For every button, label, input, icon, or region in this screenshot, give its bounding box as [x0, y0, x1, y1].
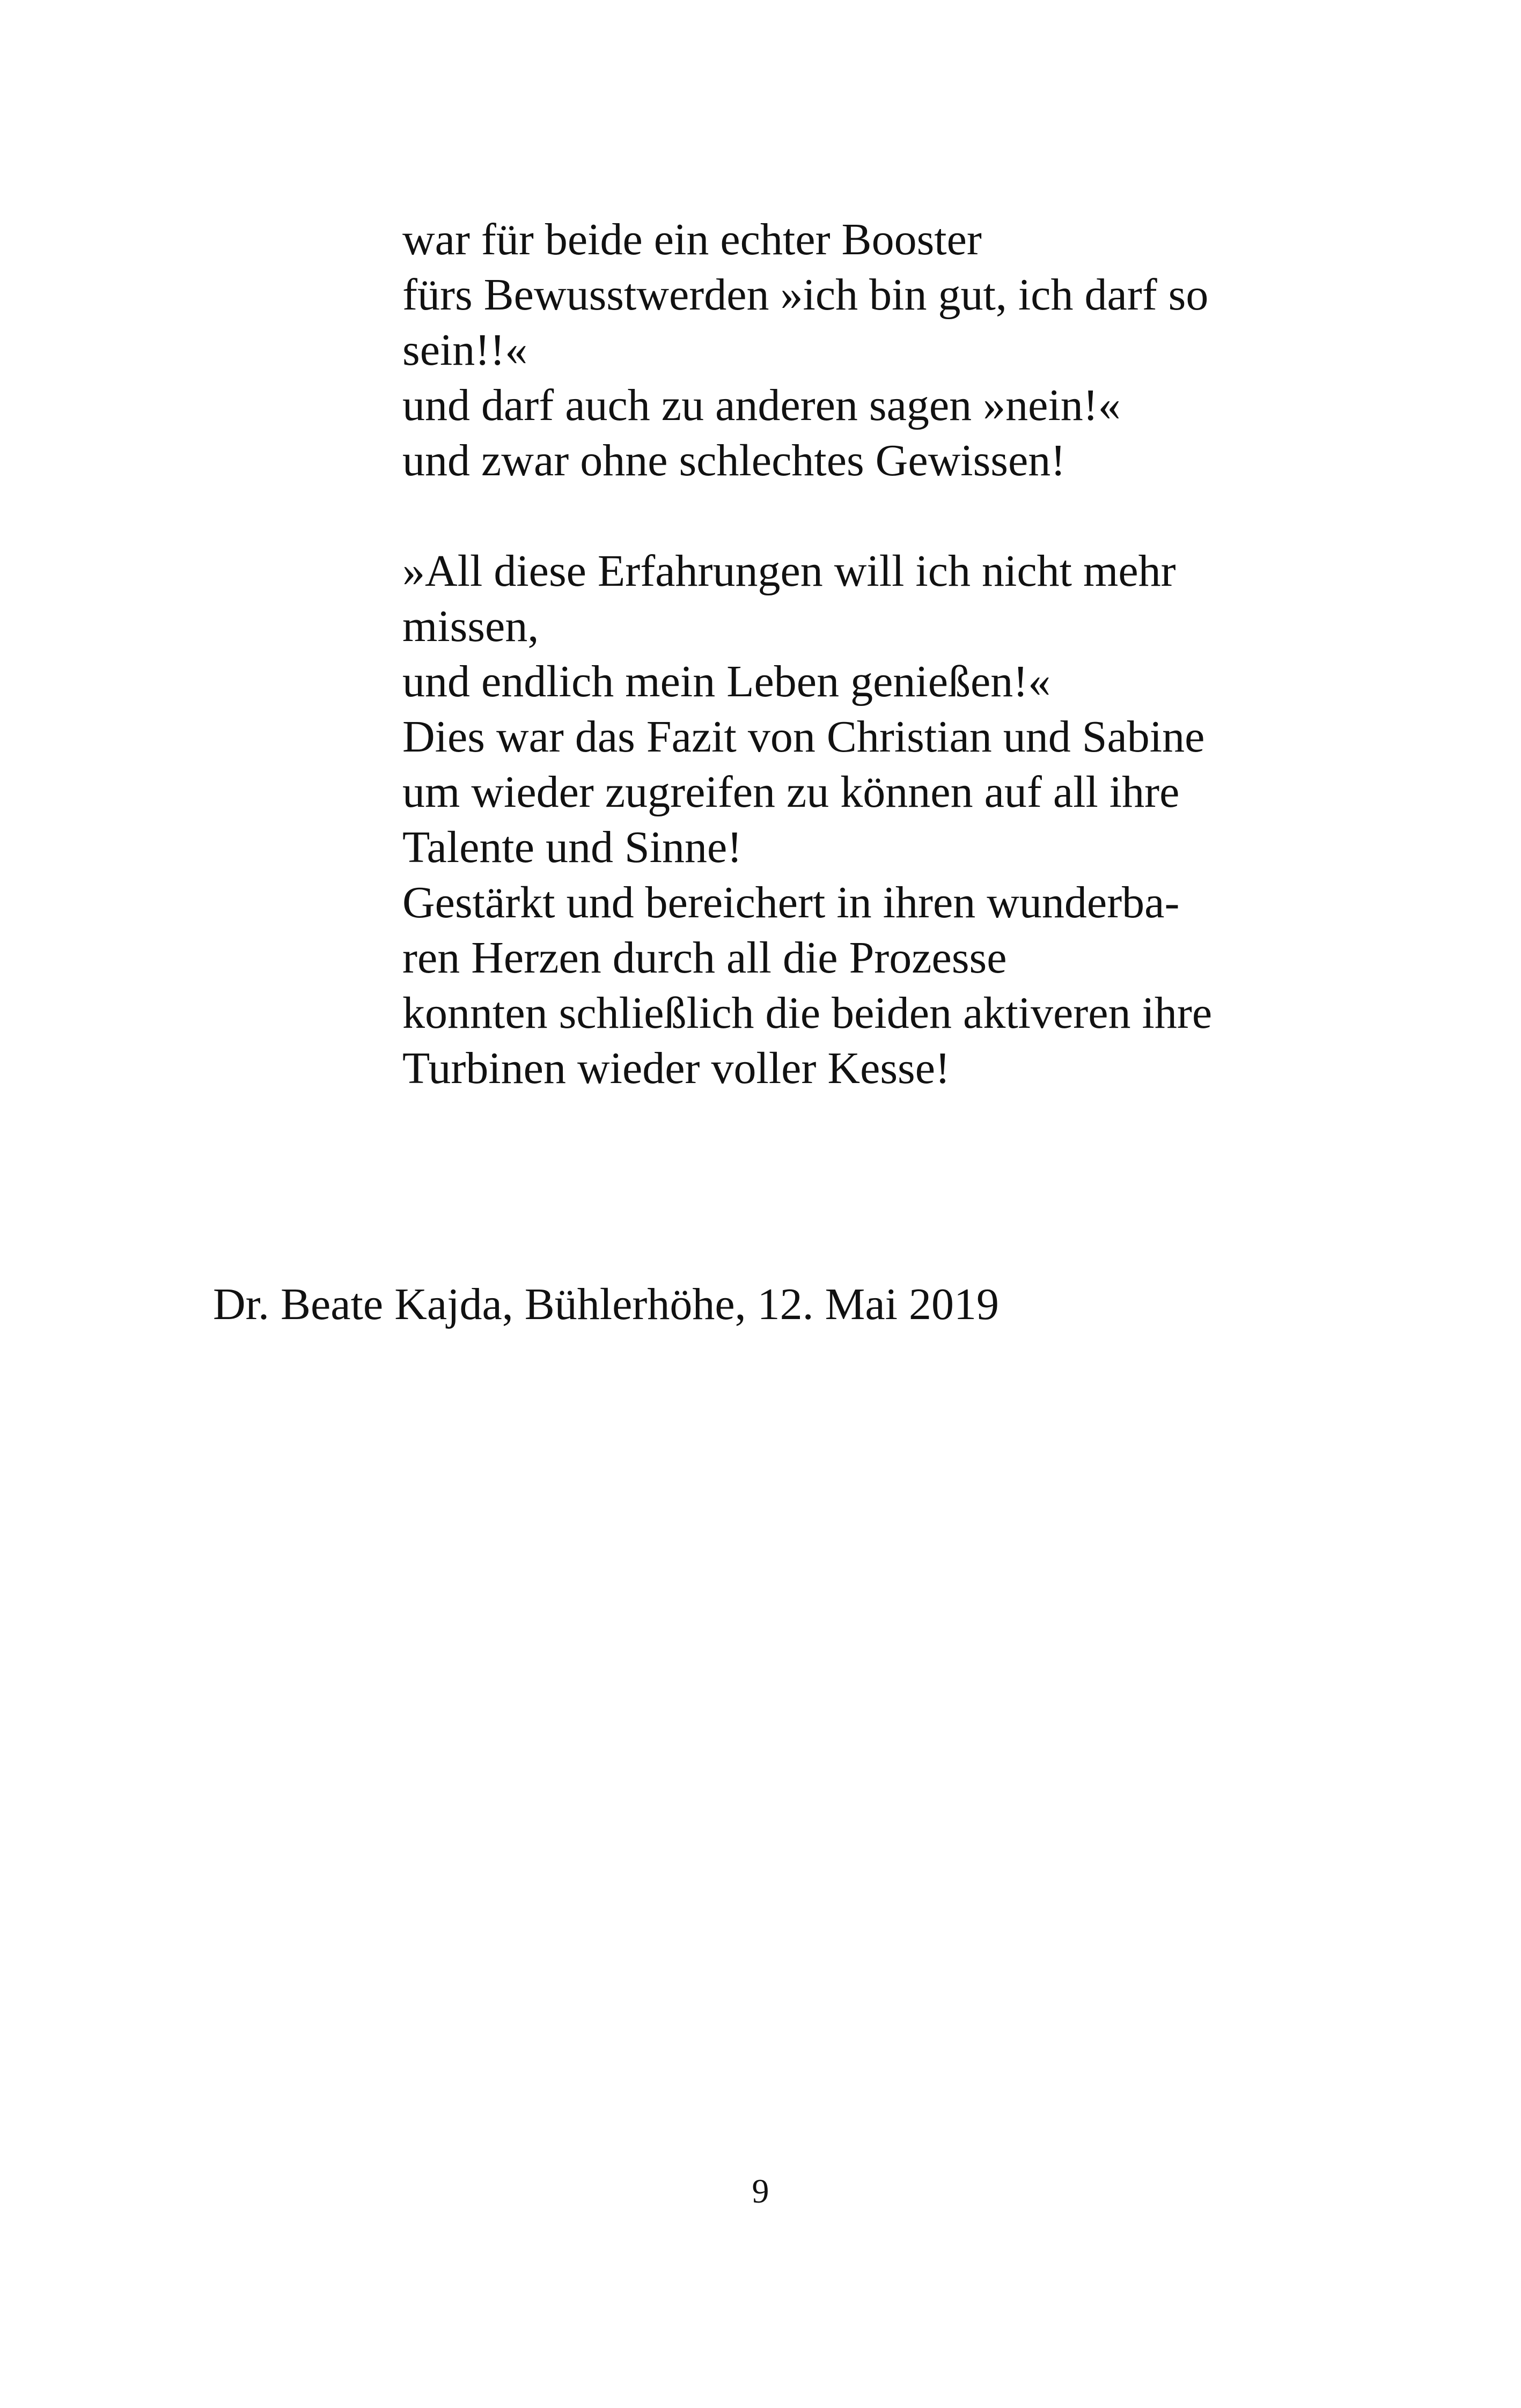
- poem-line: und darf auch zu anderen sagen »nein!«: [402, 380, 1121, 430]
- poem-line: und endlich mein Leben genießen!«: [402, 657, 1051, 706]
- poem-line: »All diese Erfahrungen will ich nicht mehr: [402, 546, 1176, 596]
- poem-line: Dies war das Fazit von Christian und Sabine: [402, 712, 1205, 762]
- poem-stanza-2: [402, 543, 1314, 1096]
- poem-line: ren Herzen durch all die Prozesse: [402, 933, 1007, 983]
- poem-line: sein!!«: [402, 325, 528, 375]
- poem-line: war für beide ein echter Booster: [402, 215, 982, 264]
- poem-stanza-1: [402, 212, 1314, 488]
- poem-text: [402, 212, 1314, 1096]
- page-number: 9: [752, 2172, 769, 2210]
- poem-line: Turbinen wieder voller Kesse!: [402, 1043, 951, 1093]
- poem-line: um wieder zugreifen zu können auf all ihre: [402, 767, 1180, 817]
- author-signature-line: Dr. Beate Kajda, Bühlerhöhe, 12. Mai 2019: [213, 1279, 999, 1329]
- poem-line: Talente und Sinne!: [402, 822, 743, 872]
- poem-line: fürs Bewusstwerden »ich bin gut, ich darf so: [402, 270, 1209, 320]
- poem-line: und zwar ohne schlechtes Gewissen!: [402, 436, 1066, 485]
- poem-line: konnten schließlich die beiden aktiveren ihre: [402, 988, 1213, 1038]
- poem-line: Gestärkt und bereichert in ihren wunderba-: [402, 878, 1180, 927]
- poem-line: missen,: [402, 601, 539, 651]
